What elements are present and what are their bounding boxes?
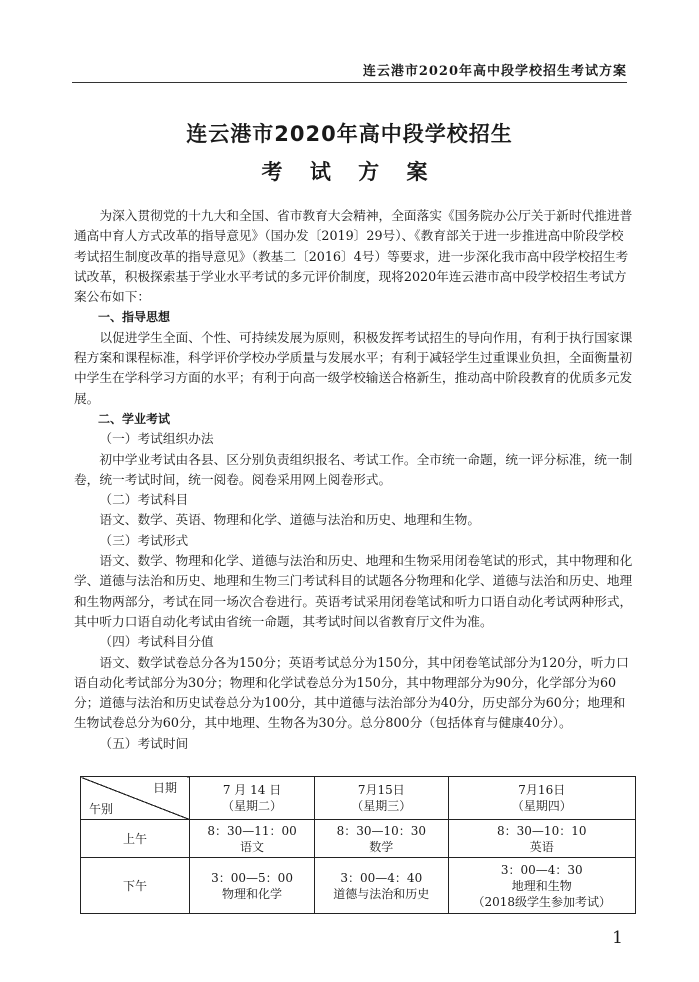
sub3-heading: （三）考试形式 bbox=[99, 532, 189, 548]
exam-subject: 数学 bbox=[369, 839, 394, 854]
exam-time: 8：30—10：10 bbox=[497, 823, 587, 838]
exam-time: 3：00—5：00 bbox=[211, 870, 293, 885]
sub4-heading: （四）考试科目分值 bbox=[99, 634, 214, 650]
table-row bbox=[81, 858, 636, 914]
sub2-heading: （二）考试科目 bbox=[99, 492, 189, 508]
exam-subject: 物理和化学 bbox=[222, 886, 283, 901]
section2-heading: 二、学业考试 bbox=[98, 411, 171, 426]
intro-paragraph: 为深入贯彻党的十九大和全国、省市教育大会精神，全面落实《国务院办公厅关于新时代推进普通高中育人方式改革的指导意见》（国办发〔2019〕29号）、《教育部关于进一步推进高中阶段学校考试招生制度改革的指导意见》（教基二〔2016〕4号）等要求，进一步深化我市高中段学校招生考试改革，积极探索基于学业水平考试的多元评价制度，现将2020年连云港市高中段学校招生考试方案公布如下： bbox=[74, 208, 633, 305]
day-weekday: （星期二） bbox=[222, 799, 283, 813]
document-title-line1: 连云港市2020年高中段学校招生 bbox=[186, 122, 513, 146]
day-date: 7 月 14 日 bbox=[222, 783, 282, 797]
corner-date-label: 日期 bbox=[152, 781, 177, 795]
exam-subject: 英语 bbox=[529, 839, 554, 854]
day-date: 7月15日 bbox=[357, 783, 405, 797]
exam-subject: 语文 bbox=[240, 839, 265, 854]
day-date: 7月16日 bbox=[518, 783, 566, 797]
day-weekday: （星期三） bbox=[351, 799, 412, 813]
sub2-body: 语文、数学、英语、物理和化学、道德与法治和历史、地理和生物。 bbox=[99, 512, 481, 528]
exam-subject: 地理和生物 bbox=[511, 878, 572, 893]
schedule-cell bbox=[315, 858, 448, 914]
exam-time: 8：30—11：00 bbox=[207, 823, 297, 838]
sub1-heading: （一）考试组织办法 bbox=[99, 431, 214, 447]
running-header: 连云港市2020年高中段学校招生考试方案 bbox=[362, 64, 627, 79]
day-header bbox=[448, 777, 635, 820]
schedule-cell bbox=[448, 820, 635, 858]
table-corner-cell bbox=[81, 777, 190, 820]
period-label: 下午 bbox=[81, 858, 190, 914]
exam-time: 8：30—10：30 bbox=[336, 823, 427, 838]
corner-period-label: 午别 bbox=[89, 802, 114, 816]
sub3-body: 语文、数学、物理和化学、道德与法治和历史、地理和生物采用闭卷笔试的形式，其中物理和化学、道德与法治和历史、地理和生物三门考试科目的试题各分物理和化学、道德与法治和历史、地理和生物两部分，考试在同一场次合卷进行。英语考试采用闭卷笔试和听力口语自动化考试两种形式，其中听力口语自动化考试由省统一命题，其考试时间以省教育厅文件为准。 bbox=[74, 553, 633, 629]
exam-note: （2018级学生参加考试） bbox=[472, 894, 612, 909]
section1-body: 以促进学生全面、个性、可持续发展为原则，积极发挥考试招生的导向作用，有利于执行国家课程方案和课程标准，科学评价学校办学质量与发展水平；有利于减轻学生过重课业负担，全面衡量初中学生在学科学习方面的水平；有利于向高一级学校输送合格新生，推动高中阶段教育的优质多元发展。 bbox=[74, 329, 633, 406]
schedule-cell bbox=[448, 858, 635, 914]
document-title-line2: 考 试 方 案 bbox=[261, 160, 438, 184]
sub4-body: 语文、数学试卷总分各为150分；英语考试总分为150分，其中闭卷笔试部分为120分，听力口语自动化考试部分为30分；物理和化学试卷总分为150分，其中物理部分为90分，化学部分为60分；道德与法治和历史试卷总分为100分，其中道德与法治部分为40分，历史部分为60分；地理和生物试卷总分为60分，其中地理、生物各为30分。总分800分（包括体育与健康40分）。 bbox=[74, 654, 629, 731]
table-row bbox=[81, 820, 636, 858]
document-body bbox=[74, 206, 634, 754]
day-header bbox=[315, 777, 448, 820]
exam-time: 3：00—4：40 bbox=[340, 870, 423, 885]
period-label: 上午 bbox=[81, 820, 190, 858]
exam-subject: 道德与法治和历史 bbox=[333, 886, 430, 901]
schedule-cell bbox=[190, 820, 315, 858]
exam-time: 3：00—4：30 bbox=[500, 862, 583, 877]
header-rule bbox=[72, 82, 627, 83]
table-header-row bbox=[81, 777, 636, 820]
schedule-cell bbox=[190, 858, 315, 914]
sub5-heading: （五）考试时间 bbox=[99, 735, 189, 751]
section1-heading: 一、指导思想 bbox=[98, 310, 171, 325]
day-header bbox=[190, 777, 315, 820]
day-weekday: （星期四） bbox=[511, 799, 572, 813]
schedule-cell bbox=[315, 820, 448, 858]
exam-schedule-table bbox=[80, 776, 636, 914]
sub1-body: 初中学业考试由各县、区分别负责组织报名、考试工作。全市统一命题，统一评分标准，统一制卷，统一考试时间，统一阅卷。阅卷采用网上阅卷形式。 bbox=[74, 451, 633, 487]
page-number: 1 bbox=[612, 928, 623, 948]
